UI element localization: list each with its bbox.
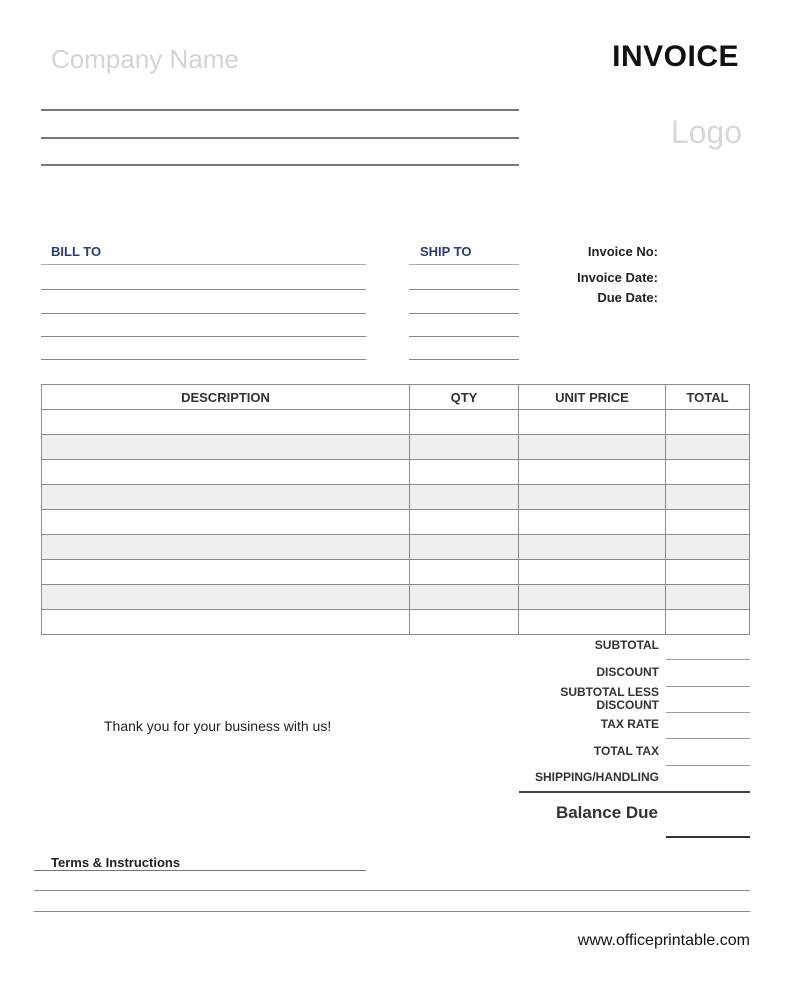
qty-cell[interactable] xyxy=(410,460,519,485)
terms-label: Terms & Instructions xyxy=(51,855,181,870)
qty-cell[interactable] xyxy=(410,560,519,585)
table-row xyxy=(42,610,750,635)
subtotal-line xyxy=(666,659,750,660)
address-line-2 xyxy=(41,137,519,139)
qty-cell[interactable] xyxy=(410,485,519,510)
total-cell[interactable] xyxy=(666,560,750,585)
bill-to-line-1 xyxy=(41,264,366,265)
due-date-label: Due Date: xyxy=(597,290,658,305)
unit-price-cell[interactable] xyxy=(519,585,666,610)
description-cell[interactable] xyxy=(42,485,410,510)
ship-to-label: SHIP TO xyxy=(420,244,472,259)
bill-to-line-5 xyxy=(41,359,366,360)
description-cell[interactable] xyxy=(42,510,410,535)
discount-line xyxy=(666,686,750,687)
table-row xyxy=(42,560,750,585)
total-cell[interactable] xyxy=(666,485,750,510)
total-tax-line xyxy=(666,765,750,766)
thank-you-message: Thank you for your business with us! xyxy=(104,718,332,734)
subtotal-less-discount-line xyxy=(666,712,750,713)
qty-cell[interactable] xyxy=(410,585,519,610)
subtotal-label: SUBTOTAL xyxy=(594,638,659,652)
company-name: Company Name xyxy=(51,44,239,74)
description-cell[interactable] xyxy=(42,410,410,435)
tax-rate-line xyxy=(666,738,750,739)
total-cell[interactable] xyxy=(666,510,750,535)
table-row xyxy=(42,585,750,610)
table-row xyxy=(42,510,750,535)
website-link[interactable]: www.officeprintable.com xyxy=(577,932,750,949)
table-row xyxy=(42,535,750,560)
bill-to-line-3 xyxy=(41,313,366,314)
terms-line-2 xyxy=(34,911,750,912)
qty-cell[interactable] xyxy=(410,435,519,460)
invoice-title: INVOICE xyxy=(612,40,739,73)
discount-label: DISCOUNT xyxy=(596,665,659,679)
description-cell[interactable] xyxy=(42,435,410,460)
total-cell[interactable] xyxy=(666,410,750,435)
column-header-qty: QTY xyxy=(410,385,519,410)
total-cell[interactable] xyxy=(666,435,750,460)
ship-to-line-3 xyxy=(409,313,519,314)
unit-price-cell[interactable] xyxy=(519,510,666,535)
qty-cell[interactable] xyxy=(410,510,519,535)
shipping-handling-label: SHIPPING/HANDLING xyxy=(534,770,659,784)
terms-underline xyxy=(34,870,366,871)
qty-cell[interactable] xyxy=(410,610,519,635)
total-cell[interactable] xyxy=(666,460,750,485)
table-header-row xyxy=(42,385,750,410)
subtotal-less-discount-label-line-2: DISCOUNT xyxy=(596,698,659,712)
total-cell[interactable] xyxy=(666,585,750,610)
total-cell[interactable] xyxy=(666,535,750,560)
total-cell[interactable] xyxy=(666,610,750,635)
unit-price-cell[interactable] xyxy=(519,560,666,585)
unit-price-cell[interactable] xyxy=(519,535,666,560)
table-row xyxy=(42,485,750,510)
column-header-unit-price: UNIT PRICE xyxy=(519,385,666,410)
table-row xyxy=(42,460,750,485)
unit-price-cell[interactable] xyxy=(519,460,666,485)
description-cell[interactable] xyxy=(42,535,410,560)
invoice-no-label: Invoice No: xyxy=(587,244,658,259)
unit-price-cell[interactable] xyxy=(519,410,666,435)
ship-to-line-1 xyxy=(409,264,519,265)
column-header-total: TOTAL xyxy=(666,385,750,410)
bill-to-line-2 xyxy=(41,289,366,290)
description-cell[interactable] xyxy=(42,610,410,635)
address-line-3 xyxy=(41,164,519,166)
table-row xyxy=(42,435,750,460)
total-tax-label: TOTAL TAX xyxy=(593,744,659,758)
column-header-description: DESCRIPTION xyxy=(42,385,410,410)
subtotal-less-discount-label xyxy=(499,686,659,712)
qty-cell[interactable] xyxy=(410,410,519,435)
line-items-table xyxy=(41,384,750,635)
ship-to-line-5 xyxy=(409,359,519,360)
bill-to-line-4 xyxy=(41,336,366,337)
ship-to-line-4 xyxy=(409,336,519,337)
description-cell[interactable] xyxy=(42,560,410,585)
unit-price-cell[interactable] xyxy=(519,610,666,635)
balance-divider xyxy=(519,791,750,793)
unit-price-cell[interactable] xyxy=(519,435,666,460)
unit-price-cell[interactable] xyxy=(519,485,666,510)
balance-due-label: Balance Due xyxy=(555,803,658,822)
qty-cell[interactable] xyxy=(410,535,519,560)
description-cell[interactable] xyxy=(42,460,410,485)
address-line-1 xyxy=(41,109,519,111)
table-row xyxy=(42,410,750,435)
logo-placeholder: Logo xyxy=(670,114,742,150)
tax-rate-label: TAX RATE xyxy=(600,717,659,731)
invoice-date-label: Invoice Date: xyxy=(577,270,658,285)
subtotal-less-discount-label-line-1: SUBTOTAL LESS xyxy=(560,685,659,699)
bill-to-label: BILL TO xyxy=(51,244,102,259)
terms-line-1 xyxy=(34,890,750,891)
balance-due-line xyxy=(666,836,750,838)
description-cell[interactable] xyxy=(42,585,410,610)
